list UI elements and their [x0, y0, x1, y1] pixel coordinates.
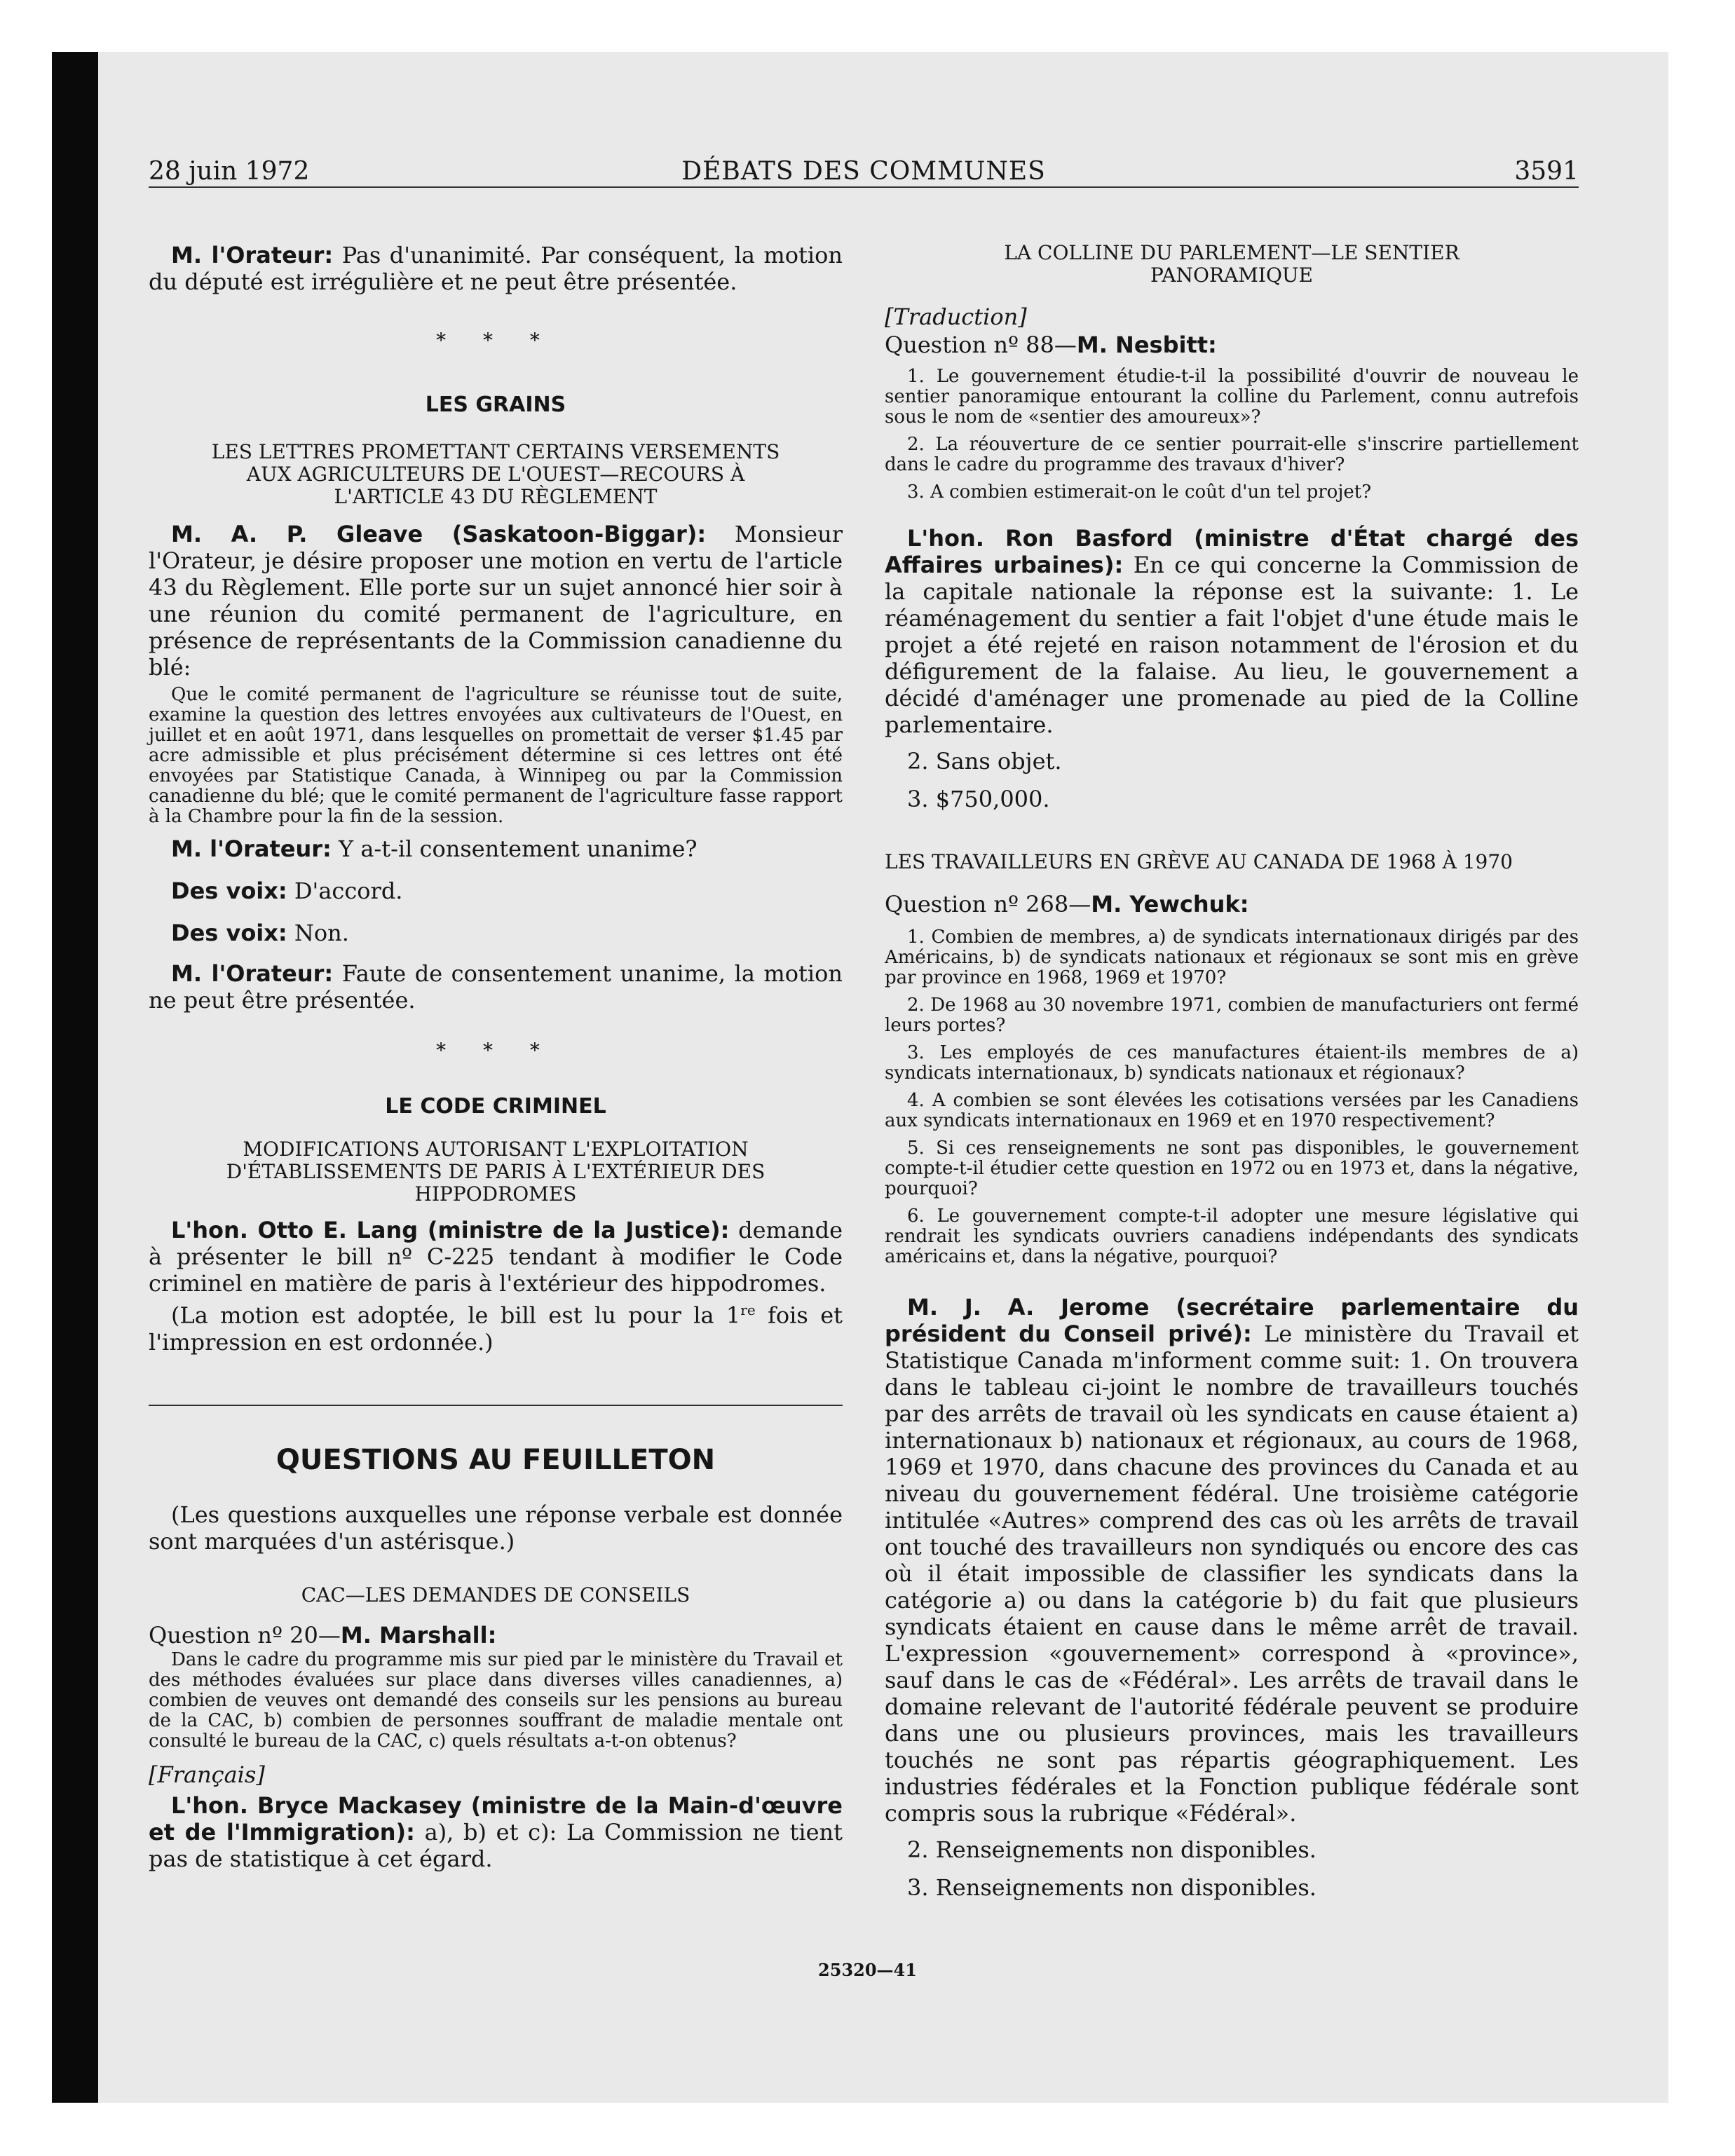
language-marker: [Traduction]: [885, 303, 1027, 330]
section-separator: * * *: [436, 329, 555, 352]
question-label: Question nº 88—: [885, 332, 1077, 358]
question-label: Question nº 268—: [885, 891, 1091, 917]
question-88-item: 2. La réouverture de ce sentier pourrait-elle s'inscrire partiellement dans le cadre du programme des travaux d'hiver?: [885, 434, 1579, 475]
left-column: [149, 242, 843, 1872]
jerome-answer: [885, 1294, 1579, 1827]
question-20-text: Dans le cadre du programme mis sur pied par le ministère du Travail et des méthodes évaluées sur place dans diverses villes canadiennes, a) combien de veuves ont demandé des conseils sur les pensions au bureau de la CAC, b) combien de personnes souffrant de maladie mentale ont consulté le bureau de la CAC, c) quels résultats a-t-on obtenus?: [149, 1649, 843, 1752]
speaker-name: M. l'Orateur:: [171, 242, 334, 268]
question-268-item: 3. Les employés de ces manufactures étaient-ils membres de a) syndicats internationaux, b) syndicats nationaux et régionaux?: [885, 1042, 1579, 1084]
orateur-paragraph: [149, 242, 843, 295]
lang-paragraph: [149, 1217, 843, 1297]
question-88-item: 3. A combien estimerait-on le coût d'un tel projet?: [907, 482, 1372, 503]
member-name: M. Nesbitt:: [1076, 332, 1217, 358]
adoption-note: [149, 1297, 843, 1356]
note-text: (La motion est adoptée, le bill est lu pour la 1: [171, 1302, 741, 1329]
questions-note: (Les questions auxquelles une réponse verbale est donnée sont marquées d'un astérisque.): [149, 1501, 843, 1555]
running-header: [149, 157, 1579, 191]
member-name: M. Marshall:: [340, 1621, 497, 1649]
section-title-grains: LES GRAINS: [425, 393, 566, 417]
section-rule: [149, 1405, 843, 1406]
question-268-item: 2. De 1968 au 30 novembre 1971, combien de manufacturiers ont fermé leurs portes?: [885, 995, 1579, 1036]
right-column: [885, 242, 1579, 1901]
section-separator: * * *: [436, 1039, 555, 1062]
question-20-heading: [149, 1622, 843, 1649]
orateur-question: [149, 835, 843, 862]
answer-item: 2. Renseignements non disponibles.: [907, 1836, 1316, 1863]
question-88-heading: [885, 332, 1579, 358]
cac-title: CAC—LES DEMANDES DE CONSEILS: [301, 1583, 690, 1606]
question-268-item: 6. Le gouvernement compte-t-il adopter une mesure législative qui rendrait les syndicats ouvriers canadiens indépendants des syndicats américains et, dans la négative, pourquoi?: [885, 1206, 1579, 1267]
voices-no: [149, 920, 843, 946]
question-268-item: 5. Si ces renseignements ne sont pas disponibles, le gouvernement compte-t-il étudier cette question en 1972 ou en 1973 et, dans la négative, pourquoi?: [885, 1138, 1579, 1199]
header-date: 28 juin 1972: [149, 157, 310, 186]
language-marker: [Français]: [149, 1761, 265, 1788]
page-number: 3591: [1514, 157, 1579, 186]
speech-text: Y a-t-il consentement unanime?: [331, 835, 698, 862]
voices-yes: [149, 878, 843, 904]
scan-edge: [52, 52, 98, 2103]
speaker-name: M. l'Orateur:: [171, 835, 332, 862]
speaker-name: Des voix:: [171, 920, 287, 946]
speaker-name: M. l'Orateur:: [171, 960, 334, 987]
speaker-name: M. A. P. Gleave (Saskatoon-Biggar):: [171, 521, 707, 547]
speaker-name: L'hon. Ron Basford (ministre d'État chargé des Affaires urbaines):: [885, 525, 1579, 578]
superscript: re: [740, 1302, 756, 1318]
speech-text: demande à présenter le bill nº C-225 tendant à modifier le Code criminel en matière de paris à l'extérieur des hippodromes.: [149, 1217, 843, 1297]
questions-title: QUESTIONS AU FEUILLETON: [275, 1443, 716, 1476]
mackasey-answer: [149, 1792, 843, 1872]
subsection-title: MODIFICATIONS AUTORISANT L'EXPLOITATION D'ÉTABLISSEMENTS DE PARIS À L'EXTÉRIEUR DES HIPPODROMES: [226, 1138, 766, 1206]
speech-text: a), b) et c): La Commission ne tient pas de statistique à cet égard.: [149, 1818, 843, 1872]
speaker-name: Des voix:: [171, 878, 287, 904]
speech-text: Le ministère du Travail et Statistique Canada m'informent comme suit: 1. On trouvera dans le tableau ci-joint le nombre de travailleurs touchés par des arrêts de travail où les syndicats en cause étaient a) internationaux b) nationaux et régionaux, au cours de 1968, 1969 et 1970, dans chacune des provinces du Canada et au niveau du gouvernement fédéral. Une troisième catégorie intitulée «Autres» comprend des cas où les arrêts de travail ont touché des travailleurs non syndiqués ou encore des cas où il était impossible de classifier les syndicats dans la catégorie a) ou dans la catégorie b) du fait que plusieurs syndicats étaient en cause dans le même arrêt de travail. L'expression «gouvernement» correspond à «province», sauf dans le cas de «Fédéral». Les arrêts de travail dans le domaine relevant de l'autorité fédérale peuvent se produire dans une ou plusieurs provinces, mais les travailleurs touchés ne sont pas répartis géographiquement. Les industries fédérales et la Fonction publique fédérale sont compris sous la rubrique «Fédéral».: [885, 1321, 1579, 1827]
speech-text: Non.: [287, 920, 349, 946]
answer-item: 2. Sans objet.: [907, 748, 1062, 775]
section-title-code: LE CODE CRIMINEL: [385, 1094, 606, 1119]
header-rule: [149, 186, 1579, 188]
question-88-item: 1. Le gouvernement étudie-t-il la possibilité d'ouvrir de nouveau le sentier panoramique entourant la colline du Parlement, connu autrefois sous le nom de «sentier des amoureux»?: [885, 366, 1579, 428]
question-268-item: 4. A combien se sont élevées les cotisations versées par les Canadiens aux syndicats internationaux en 1969 et en 1970 respectivement?: [885, 1090, 1579, 1131]
question-268-item: 1. Combien de membres, a) de syndicats internationaux dirigés par des Américains, b) de syndicats nationaux et régionaux se sont mis en grève par province en 1968, 1969 et 1970?: [885, 927, 1579, 988]
speaker-name: L'hon. Otto E. Lang (ministre de la Justice):: [171, 1217, 730, 1243]
member-name: M. Yewchuk:: [1091, 891, 1249, 917]
speech-text: Pas d'unanimité. Par conséquent, la motion du député est irrégulière et ne peut être présentée.: [149, 242, 843, 295]
colline-title: LA COLLINE DU PARLEMENT—LE SENTIER PANORAMIQUE: [1004, 241, 1460, 287]
orateur-ruling: [149, 960, 843, 1014]
header-title: DÉBATS DES COMMUNES: [681, 157, 1046, 186]
printer-code: 25320—41: [818, 1960, 917, 1980]
question-268-heading: [885, 891, 1579, 917]
speech-text: En ce qui concerne la Commission de la capitale nationale la réponse est la suivante: 1. Le réaménagement du sentier a fait l'objet d'une étude mais le projet a été rejeté en raison notamment de l'érosion et du défigurement de la falaise. Au lieu, le gouvernement a décidé d'aménager une promenade au pied de la Colline parlementaire.: [885, 552, 1579, 738]
subsection-title: LES LETTRES PROMETTANT CERTAINS VERSEMENTS AUX AGRICULTEURS DE L'OUEST—RECOURS À L'ARTICLE 43 DU RÈGLEMENT: [211, 440, 780, 508]
basford-answer: [885, 525, 1579, 738]
speech-text: D'accord.: [287, 878, 403, 904]
question-label: Question nº 20—: [149, 1621, 341, 1649]
gleave-paragraph: [149, 521, 843, 681]
greve-title: LES TRAVAILLEURS EN GRÈVE AU CANADA DE 1968 À 1970: [885, 850, 1513, 873]
speech-text: Faute de consentement unanime, la motion ne peut être présentée.: [149, 960, 843, 1014]
speech-text: Monsieur l'Orateur, je désire proposer une motion en vertu de l'article 43 du Règlement. Elle porte sur un sujet annoncé hier soir à une réunion du comité permanent de l'agriculture, en présence de représentants de la Commission canadienne du blé:: [149, 521, 843, 681]
speaker-name: L'hon. Bryce Mackasey (ministre de la Main-d'œuvre et de l'Immigration):: [149, 1792, 843, 1845]
motion-text: Que le comité permanent de l'agriculture se réunisse tout de suite, examine la question des lettres envoyées aux cultivateurs de l'Ouest, en juillet et en août 1971, dans lesquelles on promettait de verser $1.45 par acre admissible et plus précisément détermine si ces lettres ont été envoyées par Statistique Canada, à Winnipeg ou par la Commission canadienne du blé; que le comité permanent de l'agriculture fasse rapport à la Chambre pour la fin de la session.: [149, 684, 843, 827]
answer-item: 3. Renseignements non disponibles.: [907, 1874, 1316, 1901]
note-text: fois et l'impression en est ordonnée.): [149, 1302, 843, 1356]
speaker-name: M. J. A. Jerome (secrétaire parlementaire du président du Conseil privé):: [885, 1294, 1579, 1347]
answer-item: 3. $750,000.: [907, 786, 1050, 812]
